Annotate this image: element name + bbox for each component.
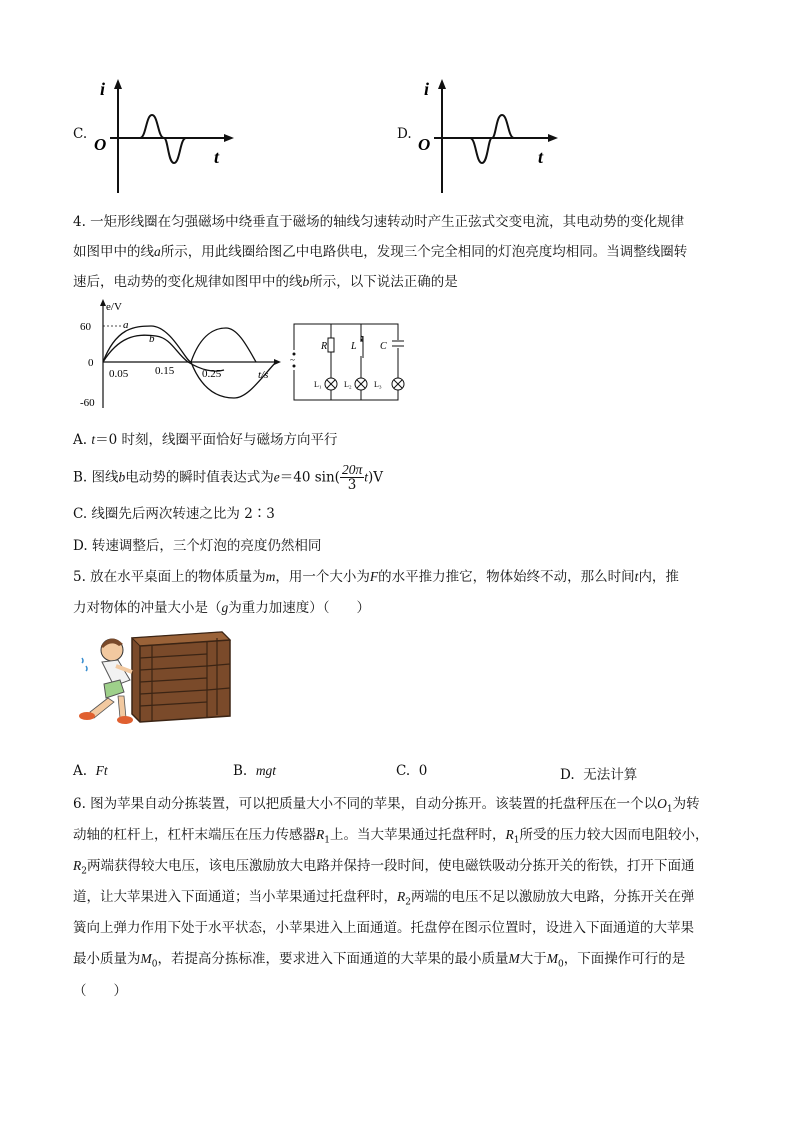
q6-line5: 簧向上弹力作用下处于水平状态，小苹果进入上面通道。托盘停在图示位置时，设进入下面通道的大苹果 [73, 920, 694, 936]
option-c-graph [88, 75, 238, 200]
q5-option-a: A. Ft [73, 763, 108, 779]
q6-line6: 最小质量为$M_0$，若提高分拣标准，要求进入下面通道的大苹果的最小质量M大于$M_0$，下面操作可行的是 [73, 951, 686, 970]
graph-x-tick: 0.25 [202, 368, 222, 380]
q6-line7: （ ） [73, 983, 127, 999]
graph-y-top: 60 [80, 321, 91, 333]
boy-pushing-crate-illustration [72, 626, 232, 726]
axis-i-label: i [424, 79, 430, 99]
q4-option-b: B. 图线b电动势的瞬时值表达式为e＝40 sin( $\frac{20\pi}{3}$ t)V [73, 462, 384, 493]
graph-y-bottom: -60 [80, 397, 95, 409]
label-L2: L₂ [344, 380, 352, 389]
q4-option-c: C. 线圈先后两次转速之比为 2∶3 [73, 506, 275, 522]
q6-line1: 6. 图为苹果自动分拣装置，可以把质量大小不同的苹果，自动分拣开。该装置的托盘秤压在一个以$O_1$为转 [73, 796, 700, 815]
curve-a [103, 326, 191, 362]
q5-option-d: D. 无法计算 [560, 767, 638, 783]
q4-line2: 如图甲中的线a所示，用此线圈给图乙中电路供电，发现三个完全相同的灯泡亮度均相同。当调整线圈转 [73, 244, 688, 260]
curve-a-second [191, 328, 256, 362]
q4-circuit-diagram [288, 318, 406, 406]
curve-b-label: b [149, 333, 155, 345]
label-R: R [321, 341, 328, 352]
q4-option-d: D. 转速调整后，三个灯泡的亮度仍然相同 [73, 538, 322, 554]
label-L: L [351, 341, 357, 352]
q6-line3: $R_2$两端获得较大电压，该电压激励放大电路并保持一段时间，使电磁铁吸动分拣开关的衔铁，打开下面通 [73, 858, 695, 877]
q4-emf-graph [76, 298, 286, 413]
label-L3: L₃ [374, 380, 382, 389]
resistor-symbol [328, 338, 334, 352]
q4-line1: 4. 一矩形线圈在匀强磁场中绕垂直于磁场的轴线匀速转动时产生正弦式交变电流，其电动势的变化规律 [73, 214, 685, 230]
fraction: $\frac{20\pi}{3}$ [341, 462, 363, 493]
lamp-symbol [325, 378, 404, 390]
option-d-label: D. [397, 126, 412, 142]
q6-line4: 道，让大苹果进入下面通道；当小苹果通过托盘秤时，$R_2$两端的电压不足以激励放大电路，分拣开关在弹 [73, 889, 695, 908]
q5-option-b: B. mgt [233, 763, 277, 779]
curve-a-label: a [123, 319, 129, 331]
label-L1: L₁ [314, 380, 322, 389]
q4-line3: 速后，电动势的变化规律如图甲中的线b所示，以下说法正确的是 [73, 274, 458, 290]
q6-line2: 动轴的杠杆上，杠杆末端压在压力传感器$R_1$上。当大苹果通过托盘秤时，$R_1$所受的压力较大因而电阻较小， [73, 827, 709, 846]
option-d-graph [412, 75, 562, 200]
graph-ylabel: e/V [106, 301, 122, 313]
graph-x-tick: 0.15 [155, 365, 175, 377]
q5-option-c: C. 0 [396, 763, 428, 779]
axis-i-label: i [100, 79, 106, 99]
q4-option-a: A. t＝0 时刻，线圈平面恰好与磁场方向平行 [73, 432, 338, 448]
axis-t-label: t [538, 147, 544, 167]
graph-y-zero: 0 [88, 357, 94, 369]
origin-label: O [94, 135, 107, 154]
label-C: C [380, 341, 387, 352]
q5-line1: 5. 放在水平桌面上的物体质量为m，用一个大小为F的水平推力推它，物体始终不动，那么时间t内，推 [73, 569, 679, 585]
origin-label: O [418, 135, 431, 154]
option-c-label: C. [73, 126, 88, 142]
graph-xlabel: t/s [258, 369, 269, 381]
svg-text:~: ~ [290, 355, 295, 365]
q5-line2: 力对物体的冲量大小是（g为重力加速度）（ ） [73, 600, 370, 616]
axis-t-label: t [214, 147, 220, 167]
graph-x-tick: 0.05 [109, 368, 129, 380]
